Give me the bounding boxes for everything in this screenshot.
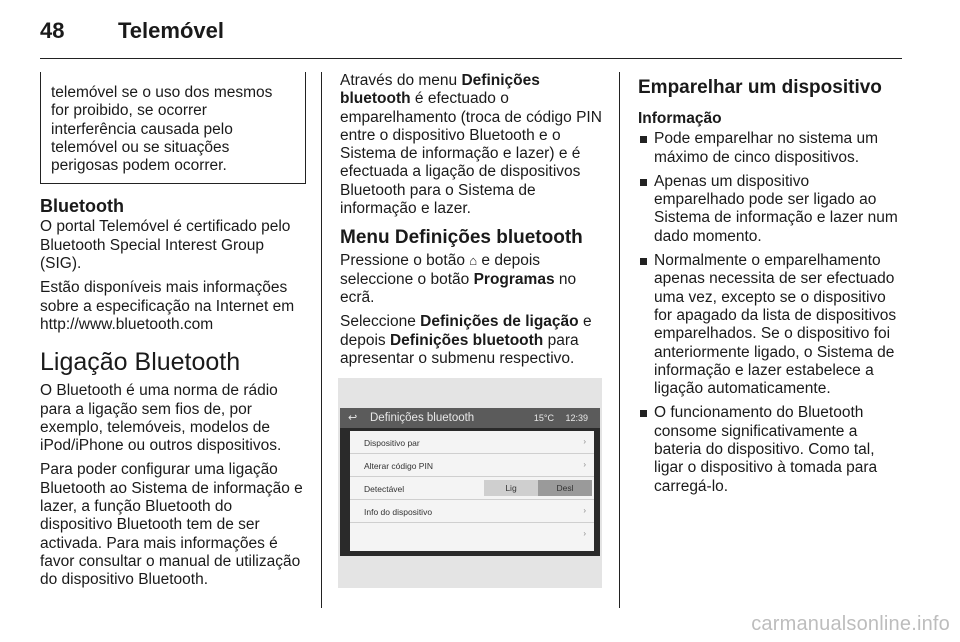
column-divider	[619, 72, 620, 608]
list-item: Pode emparelhar no sistema um máximo de cinco dispositivos.	[638, 130, 903, 167]
section-heading: Ligação Bluetooth	[40, 348, 241, 377]
watermark: carmanualsonline.info	[751, 613, 950, 635]
instruction-paragraph: Pressione o botão ⌂ e depois seleccione o botão Programas no ecrã.	[340, 252, 577, 306]
list-item: O funcionamento do Bluetooth consome significativamente a bateria do dispositivo. Como tal, ligar o dispositivo à tomada para carregá-lo.	[638, 404, 903, 495]
column-2	[340, 72, 605, 374]
instruction-paragraph: Seleccione Definições de ligação e depois Definições bluetooth para apresentar o submenu respectivo.	[340, 313, 592, 367]
intro-paragraph: Através do menu Definições bluetooth é efectuado o emparelhamento (troca de código PIN entre o dispositivo Bluetooth e o Sistema de informação e lazer) e é efectuada a ligação de dispositivos Bluetooth para o Sistema de informação e lazer.	[340, 72, 602, 218]
menu-row-empty	[350, 523, 594, 545]
chevron-right-icon: ›	[583, 506, 586, 515]
menu-row-detectavel: Detectável Lig Desl	[350, 477, 594, 500]
column-3	[638, 72, 903, 502]
info-heading: Informação	[638, 110, 722, 127]
screen-menu	[350, 431, 594, 551]
note-line: perigosas podem ocorrer.	[51, 157, 227, 175]
list-item: Normalmente o emparelhamento apenas necessita de ser efectuado uma vez, excepto se o dispositivo for apagado da lista de dispositivos emparelhados. Se o dispositivo foi anteriormente ligado, o Sistema de informação e lazer estabelece a ligação automaticamente.	[638, 252, 903, 398]
back-icon: ↩	[348, 412, 358, 424]
toggle-off: Desl	[538, 480, 592, 496]
page-number: 48	[40, 18, 65, 43]
screen-time: 12:39	[565, 413, 588, 423]
column-divider	[321, 72, 322, 608]
menu-row-alterar-pin: Alterar código PIN ›	[350, 454, 594, 477]
info-list	[638, 130, 903, 496]
chevron-right-icon: ›	[583, 437, 586, 446]
screen-title-bar	[340, 408, 600, 428]
bluetooth-paragraph: O portal Telemóvel é certificado pelo Bluetooth Special Interest Group (SIG).	[40, 218, 291, 273]
menu-row-dispositivo-par: Dispositivo par ›	[350, 431, 594, 454]
bluetooth-heading: Bluetooth	[40, 196, 124, 217]
pairing-heading: Emparelhar um dispositivo	[638, 77, 882, 98]
chevron-right-icon: ›	[583, 529, 586, 538]
screen-display	[340, 408, 600, 556]
screen-title: Definições bluetooth	[370, 412, 475, 424]
list-item: Apenas um dispositivo emparelhado pode ser ligado ao Sistema de informação e lazer num dado momento.	[638, 173, 903, 246]
page-title: Telemóvel	[118, 18, 224, 43]
ligacao-paragraph: O Bluetooth é uma norma de rádio para a ligação sem fios de, por exemplo, telemóveis, modelos de iPod/iPhone ou outros dispositivos.	[40, 382, 282, 455]
menu-row-info: Info do dispositivo ›	[350, 500, 594, 523]
note-box	[40, 72, 306, 184]
column-1	[40, 72, 306, 596]
note-line: interferência causada pelo	[51, 120, 233, 138]
page-header	[40, 18, 902, 59]
toggle-on: Lig	[484, 480, 538, 496]
note-line: for proibido, se ocorrer	[51, 102, 207, 120]
menu-heading: Menu Definições bluetooth	[340, 227, 583, 249]
screen-image	[338, 378, 602, 588]
screen-temperature: 15°C	[533, 413, 554, 423]
chevron-right-icon: ›	[583, 460, 586, 469]
note-line: telemóvel se o uso dos mesmos	[51, 84, 273, 101]
note-line: telemóvel ou se situações	[51, 138, 230, 156]
bluetooth-paragraph: Estão disponíveis mais informações sobre a especificação na Internet em http://www.bluetooth.com	[40, 279, 295, 333]
ligacao-paragraph: Para poder configurar uma ligação Bluetooth ao Sistema de informação e lazer, a função Bluetooth do dispositivo Bluetooth tem de ser activada. Para mais informações é favor consultar o manual de utilização do dispositivo Bluetooth.	[40, 461, 303, 589]
home-icon: ⌂	[469, 253, 478, 269]
